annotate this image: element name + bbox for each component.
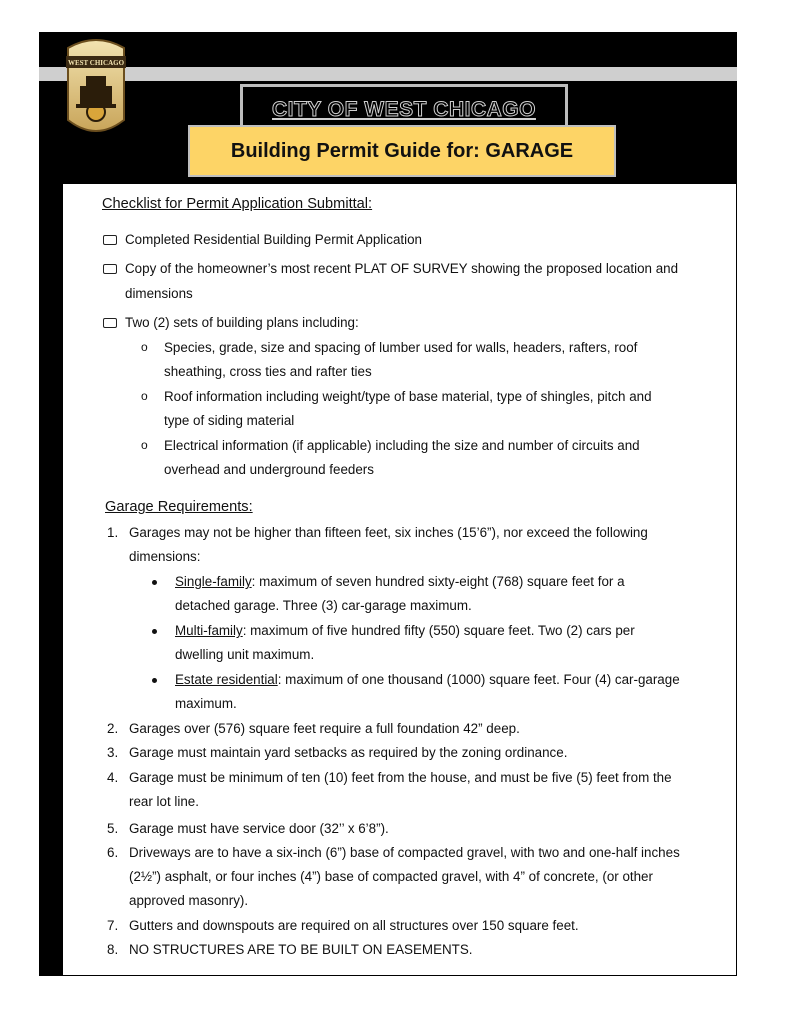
req-number: 1.: [107, 525, 119, 540]
requirements-heading: Garage Requirements:: [105, 499, 253, 515]
plan-item-3: Electrical information (if applicable) including the size and number of circuits and: [164, 438, 640, 453]
dimension-estate-residential: [175, 668, 680, 693]
checklist-item-2: Copy of the homeowner’s most recent PLAT OF SURVEY showing the proposed location and: [125, 261, 679, 276]
req-item-8: NO STRUCTURES ARE TO BE BUILT ON EASEMENTS.: [129, 942, 473, 957]
circle-bullet-icon: o: [141, 438, 148, 452]
req-item-2: Garages over (576) square feet require a full foundation 42” deep.: [129, 721, 520, 736]
bullet-icon: [152, 678, 157, 683]
bullet-icon: [152, 580, 157, 585]
dimension-label: Estate residential: [175, 672, 278, 687]
guide-title: Building Permit Guide for: GARAGE: [230, 139, 574, 162]
city-title: CITY OF WEST CHICAGO: [272, 98, 536, 121]
dimension-text: : maximum of one thousand (1000) square feet. Four (4) car-garage: [277, 672, 680, 687]
req-number: 8.: [107, 942, 119, 957]
plan-item-2: Roof information including weight/type of base material, type of shingles, pitch and: [164, 389, 652, 404]
checkbox-icon[interactable]: [103, 264, 117, 274]
req-number: 4.: [107, 770, 119, 785]
checklist-item-2-cont: dimensions: [125, 286, 193, 301]
checkbox-icon[interactable]: [103, 235, 117, 245]
dimension-single-family-cont: detached garage. Three (3) car-garage maximum.: [175, 598, 472, 613]
dimension-multi-family-cont: dwelling unit maximum.: [175, 647, 315, 662]
req-number: 2.: [107, 721, 119, 736]
dimension-label: Single-family: [175, 574, 252, 589]
req-item-7: Gutters and downspouts are required on all structures over 150 square feet.: [129, 918, 579, 933]
dimension-text: : maximum of seven hundred sixty-eight (768) square feet for a: [251, 574, 625, 589]
plan-item-1-cont: sheathing, cross ties and rafter ties: [164, 364, 372, 379]
circle-bullet-icon: o: [141, 389, 148, 403]
logo-text: WEST CHICAGO: [67, 59, 125, 67]
req-item-5: Garage must have service door (32’’ x 6’8”).: [129, 821, 389, 836]
req-item-4: Garage must be minimum of ten (10) feet from the house, and must be five (5) feet from the: [129, 770, 672, 785]
req-number: 3.: [107, 745, 119, 760]
dimension-single-family: [175, 570, 625, 595]
req-item-1-cont: dimensions:: [129, 549, 201, 564]
plan-item-2-cont: type of siding material: [164, 413, 295, 428]
req-number: 7.: [107, 918, 119, 933]
checklist-item-1: Completed Residential Building Permit Application: [125, 232, 422, 247]
checklist-heading: Checklist for Permit Application Submittal:: [102, 196, 373, 212]
req-item-4-cont: rear lot line.: [129, 794, 199, 809]
dimension-text: : maximum of five hundred fifty (550) square feet. Two (2) cars per: [242, 623, 635, 638]
dimension-estate-residential-cont: maximum.: [175, 696, 237, 711]
checkbox-icon[interactable]: [103, 318, 117, 328]
req-number: 5.: [107, 821, 119, 836]
checklist-item-3: Two (2) sets of building plans including:: [125, 315, 359, 330]
dimension-multi-family: [175, 619, 635, 644]
bullet-icon: [152, 629, 157, 634]
req-item-6: Driveways are to have a six-inch (6”) base of compacted gravel, with two and one-half inches: [129, 845, 680, 860]
req-item-1: Garages may not be higher than fifteen feet, six inches (15’6”), nor exceed the following: [129, 525, 648, 540]
req-item-3: Garage must maintain yard setbacks as required by the zoning ordinance.: [129, 745, 568, 760]
dimension-label: Multi-family: [175, 623, 243, 638]
plan-item-1: Species, grade, size and spacing of lumber used for walls, headers, rafters, roof: [164, 340, 638, 355]
plan-item-3-cont: overhead and underground feeders: [164, 462, 374, 477]
circle-bullet-icon: o: [141, 340, 148, 354]
req-item-6-cont: (2½”) asphalt, or four inches (4”) base of compacted gravel, with 4” of concrete, (or other: [129, 869, 653, 884]
req-item-6-cont2: approved masonry).: [129, 893, 249, 908]
req-number: 6.: [107, 845, 119, 860]
